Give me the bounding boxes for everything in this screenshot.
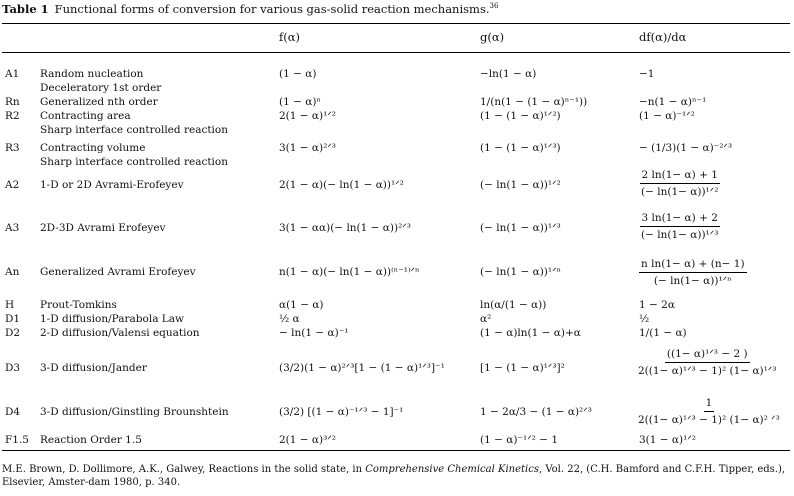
row-code: Rn xyxy=(5,96,20,108)
row-name: Random nucleation xyxy=(40,68,144,80)
row-f: 3(1 − α)²ᐟ³ xyxy=(279,142,336,154)
row-g: (1 − α)⁻¹ᐟ² − 1 xyxy=(480,434,558,446)
row-name: 1-D or 2D Avrami-Erofeyev xyxy=(40,179,184,191)
row-d: 3(1 − α)¹ᐟ² xyxy=(639,434,696,446)
top-rule xyxy=(2,23,790,24)
table-footnote xyxy=(2,463,790,489)
row-g: −ln(1 − α) xyxy=(480,68,537,80)
row-name: 2-D diffusion/Valensi equation xyxy=(40,327,200,339)
row-code: H xyxy=(5,299,15,311)
row-d-fraction xyxy=(639,211,720,242)
row-name: Contracting volume xyxy=(40,142,146,154)
fraction-denominator: 2((1− α)¹ᐟ³ − 1)² (1− α)¹ᐟ³ xyxy=(638,365,777,377)
footnote-pre: M.E. Brown, D. Dollimore, A.K., Galwey, Reactions in the solid state, in xyxy=(2,464,366,475)
row-d: −1 xyxy=(639,68,655,80)
fraction-numerator: 1 xyxy=(704,396,715,412)
row-d: ½ xyxy=(639,313,650,325)
table-caption xyxy=(2,2,498,16)
footnote-italic: Comprehensive Chemical Kinetics xyxy=(365,464,539,475)
row-f: n(1 − α)(− ln(1 − α))⁽ⁿ⁻¹⁾ᐟⁿ xyxy=(279,266,420,278)
row-d: 1/(1 − α) xyxy=(639,327,687,339)
table-label: Table 1 xyxy=(2,2,49,16)
row-f: (3/2)(1 − α)²ᐟ³[1 − (1 − α)¹ᐟ³]⁻¹ xyxy=(279,362,445,374)
row-f: (1 − α) xyxy=(279,68,317,80)
row-d-fraction xyxy=(639,168,720,199)
bottom-rule xyxy=(2,450,790,451)
fraction-numerator: 2 ln(1− α) + 1 xyxy=(640,168,720,184)
row-g: 1 − 2α/3 − (1 − α)²ᐟ³ xyxy=(480,406,592,418)
row-name: Sharp interface controlled reaction xyxy=(40,124,228,136)
row-name: Generalized nth order xyxy=(40,96,158,108)
row-d: − (1/3)(1 − α)⁻²ᐟ³ xyxy=(639,142,733,154)
row-g: (− ln(1 − α))¹ᐟ² xyxy=(480,179,561,191)
row-g: 1/(n(1 − (1 − α)ⁿ⁻¹)) xyxy=(480,96,588,108)
row-name: 2D-3D Avrami Erofeyev xyxy=(40,222,166,234)
fraction-denominator: 2((1− α)¹ᐟ³ − 1)² (1− α)² ᐟ³ xyxy=(638,414,780,426)
row-d: (1 − α)⁻¹ᐟ² xyxy=(639,110,695,122)
row-code: D4 xyxy=(5,406,21,418)
row-d: −n(1 − α)ⁿ⁻¹ xyxy=(639,96,707,108)
row-f: 2(1 − α)(− ln(1 − α))¹ᐟ² xyxy=(279,179,404,191)
caption-ref: 36 xyxy=(489,2,499,11)
row-f: (1 − α)ⁿ xyxy=(279,96,321,108)
row-code: D2 xyxy=(5,327,21,339)
row-code: A1 xyxy=(5,68,20,80)
row-g: (− ln(1 − α))¹ᐟ³ xyxy=(480,222,561,234)
row-f: 2(1 − α)³ᐟ² xyxy=(279,434,336,446)
fraction-denominator: (− ln(1− α))¹ᐟⁿ xyxy=(653,275,732,287)
row-f: 3(1 − αα)(− ln(1 − α))²ᐟ³ xyxy=(279,222,411,234)
row-name: 3-D diffusion/Ginstling Brounshtein xyxy=(40,406,229,418)
row-code: A3 xyxy=(5,222,20,234)
fraction-denominator: (− ln(1− α))¹ᐟ² xyxy=(641,186,719,198)
row-f: − ln(1 − α)⁻¹ xyxy=(279,327,349,339)
row-code: A2 xyxy=(5,179,20,191)
row-code: D3 xyxy=(5,362,21,374)
row-name: 3-D diffusion/Jander xyxy=(40,362,147,374)
row-g: ln(α/(1 − α)) xyxy=(480,299,547,311)
row-code: D1 xyxy=(5,313,21,325)
row-code: R2 xyxy=(5,110,20,122)
caption-text: Functional forms of conversion for various gas-solid reaction mechanisms. xyxy=(54,2,490,16)
row-f: (3/2) [(1 − α)⁻¹ᐟ³ − 1]⁻¹ xyxy=(279,406,404,418)
row-name: Sharp interface controlled reaction xyxy=(40,156,228,168)
footnote-post: , Vol. 22, (C.H. Bamford and C.F.H. Tipper, eds.), Elsevier, Amster-dam 1980, p. 340. xyxy=(2,464,786,488)
fraction-numerator: 3 ln(1− α) + 2 xyxy=(640,211,720,227)
row-g: (1 − (1 − α)¹ᐟ²) xyxy=(480,110,561,122)
row-code: An xyxy=(5,266,20,278)
row-d-fraction xyxy=(636,347,779,378)
row-g: (1 − α)ln(1 − α)+α xyxy=(480,327,581,339)
fraction-numerator: n ln(1− α) + (n− 1) xyxy=(639,257,747,273)
row-d-fraction xyxy=(639,257,747,288)
row-g: (− ln(1 − α))¹ᐟⁿ xyxy=(480,266,562,278)
fraction-denominator: (− ln(1− α))¹ᐟ³ xyxy=(641,229,719,241)
row-f: α(1 − α) xyxy=(279,299,324,311)
row-name: Reaction Order 1.5 xyxy=(40,434,142,446)
row-d-fraction xyxy=(636,396,782,427)
header-f: f(α) xyxy=(279,30,300,44)
header-df: df(α)/dα xyxy=(639,30,687,44)
row-d: 1 − 2α xyxy=(639,299,675,311)
row-name: Deceleratory 1st order xyxy=(40,82,162,94)
row-name: Prout-Tomkins xyxy=(40,299,117,311)
row-f: ½ α xyxy=(279,313,300,325)
row-g: [1 − (1 − α)¹ᐟ³]² xyxy=(480,362,565,374)
row-name: Generalized Avrami Erofeyev xyxy=(40,266,196,278)
header-g: g(α) xyxy=(480,30,505,44)
row-name: Contracting area xyxy=(40,110,131,122)
fraction-numerator: ((1− α)¹ᐟ³ − 2 ) xyxy=(665,347,750,363)
row-code: R3 xyxy=(5,142,20,154)
row-name: 1-D diffusion/Parabola Law xyxy=(40,313,185,325)
header-rule xyxy=(2,52,790,53)
row-f: 2(1 − α)¹ᐟ² xyxy=(279,110,336,122)
row-code: F1.5 xyxy=(5,434,29,446)
row-g: (1 − (1 − α)¹ᐟ³) xyxy=(480,142,561,154)
row-g: α² xyxy=(480,313,492,325)
